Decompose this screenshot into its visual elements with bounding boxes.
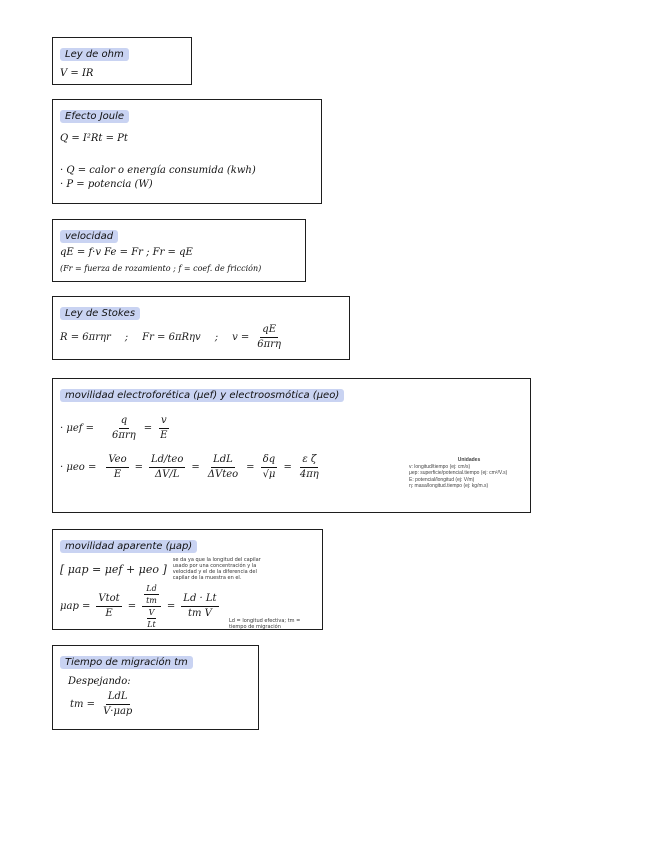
migracion-box xyxy=(52,645,259,730)
joule-title: Efecto Joule xyxy=(60,110,129,123)
joule-equation: Q = I²Rt = Pt xyxy=(60,133,128,144)
stokes-velocity-fraction xyxy=(255,324,283,351)
aparente-bracket-note: se da ya que la longitud del capilar usado por una concentración y la velocidad y el de la diferencia del capilar de la muestra en el. xyxy=(172,557,261,581)
mu-ef-fraction-2 xyxy=(158,415,169,442)
mu-eo-fraction-4 xyxy=(261,454,278,481)
mu-eo-lhs: · μeo = xyxy=(60,462,97,473)
mu-ef-lhs: · μef = xyxy=(60,423,95,434)
migracion-text: Despejando: xyxy=(68,676,131,687)
units-line-e: E: potencial/longitud (ej: V/m) xyxy=(409,476,475,483)
mu-eo-equals-2: = xyxy=(191,462,200,473)
aparente-den-3: tm V xyxy=(187,608,212,619)
mu-ef-den-2: E xyxy=(160,430,168,441)
aparente-den-2-frac xyxy=(145,608,158,629)
joule-note-power: · P = potencia (W) xyxy=(60,179,153,190)
aparente-num-1: Vtot xyxy=(96,593,121,607)
aparente-num-2 xyxy=(142,584,161,607)
migracion-fraction xyxy=(101,691,134,718)
units-title: Unidades xyxy=(457,457,481,463)
stokes-radius-eq: R = 6πrηr xyxy=(60,332,111,343)
mu-eo-den-3: ΔVteo xyxy=(207,469,239,480)
aparente-lhs: μap = xyxy=(60,601,91,612)
stokes-velocity-num: qE xyxy=(260,324,278,338)
mu-eo-fraction-1 xyxy=(106,454,128,481)
aparente-footnote: Ld = longitud efectiva; tm = tiempo de migración xyxy=(229,618,301,630)
aparente-box xyxy=(52,529,323,630)
aparente-num-3: Ld · Lt xyxy=(181,593,218,607)
mu-eo-num-1: Veo xyxy=(106,454,128,468)
mu-eo-equals-3: = xyxy=(246,462,255,473)
velocidad-box xyxy=(52,219,306,282)
velocidad-title: velocidad xyxy=(60,230,118,243)
stokes-sep-2: ; xyxy=(214,332,219,343)
stokes-velocity-lhs: v = xyxy=(232,332,250,343)
stokes-velocity-den: 6πrη xyxy=(257,339,282,350)
stokes-box xyxy=(52,296,350,360)
stokes-sep-1: ; xyxy=(124,332,129,343)
migracion-den: V·μap xyxy=(103,706,133,717)
mu-eo-num-3: LdL xyxy=(211,454,235,468)
units-legend xyxy=(409,457,529,490)
aparente-den-2 xyxy=(143,607,160,629)
mu-ef-equals: = xyxy=(143,423,153,434)
ohm-title: Ley de ohm xyxy=(60,48,129,61)
mu-eo-fraction-2 xyxy=(149,454,185,481)
velocidad-note: (Fr = fuerza de rozamiento ; f = coef. de fricción) xyxy=(60,264,262,273)
stokes-title: Ley de Stokes xyxy=(60,307,140,320)
aparente-num-2-frac xyxy=(144,584,159,605)
aparente-fraction-3 xyxy=(181,593,218,620)
velocidad-equation: qE = f·v Fe = Fr ; Fr = qE xyxy=(60,247,193,258)
mu-eo-den-1: E xyxy=(113,469,122,480)
units-line-v: v: longitud/tiempo (ej: cm/s) xyxy=(409,463,471,470)
migracion-num: LdL xyxy=(106,691,130,705)
migracion-title: Tiempo de migración tm xyxy=(60,656,193,669)
aparente-equals-1: = xyxy=(127,601,137,612)
mu-eo-den-4: √μ xyxy=(262,469,276,480)
joule-note-heat: · Q = calor o energía consumida (kwh) xyxy=(60,165,256,176)
stokes-force-eq: Fr = 6πRηv xyxy=(142,332,201,343)
aparente-title: movilidad aparente (μap) xyxy=(60,540,197,553)
aparente-num-2-top: Ld xyxy=(146,584,157,593)
mu-eo-num-5: ε ζ xyxy=(300,454,318,468)
aparente-fraction-2 xyxy=(142,584,161,629)
aparente-den-2-top: V xyxy=(148,608,155,617)
joule-box xyxy=(52,99,322,204)
ohm-equation: V = IR xyxy=(60,68,94,79)
aparente-fraction-1 xyxy=(96,593,121,620)
mu-eo-fraction-5 xyxy=(298,454,321,481)
aparente-bracket-eq: [ μap = μef + μeo ] xyxy=(60,562,167,576)
movilidad-box xyxy=(52,378,531,513)
aparente-equals-2: = xyxy=(166,601,176,612)
mu-eo-equals-1: = xyxy=(134,462,143,473)
mu-eo-den-5: 4πη xyxy=(299,469,319,480)
mu-ef-num-1: q xyxy=(119,415,129,429)
aparente-num-2-bottom: tm xyxy=(146,596,157,605)
movilidad-title: movilidad electroforética (μef) y electroosmótica (μeo) xyxy=(60,389,344,402)
units-line-eta: η: masa/longitud.tiempo (ej: kg/m.s) xyxy=(409,483,489,489)
aparente-den-1: E xyxy=(105,608,113,619)
units-line-mu: μep: superficie/potencial.tiempo (ej: cm²/V.s) xyxy=(409,470,508,476)
mu-eo-num-2: Ld/teo xyxy=(149,454,185,468)
ohm-box xyxy=(52,37,192,85)
mu-ef-den-1: 6πrη xyxy=(112,430,136,441)
migracion-lhs: tm = xyxy=(70,699,96,710)
aparente-den-2-bottom: Lt xyxy=(147,620,156,629)
mu-eo-equals-4: = xyxy=(283,462,292,473)
mu-eo-den-2: ΔV/L xyxy=(154,469,180,480)
mu-ef-fraction-1 xyxy=(110,415,138,442)
mu-eo-fraction-3 xyxy=(206,454,240,481)
mu-eo-num-4: δq xyxy=(261,454,277,468)
mu-ef-num-2: v xyxy=(159,415,169,429)
